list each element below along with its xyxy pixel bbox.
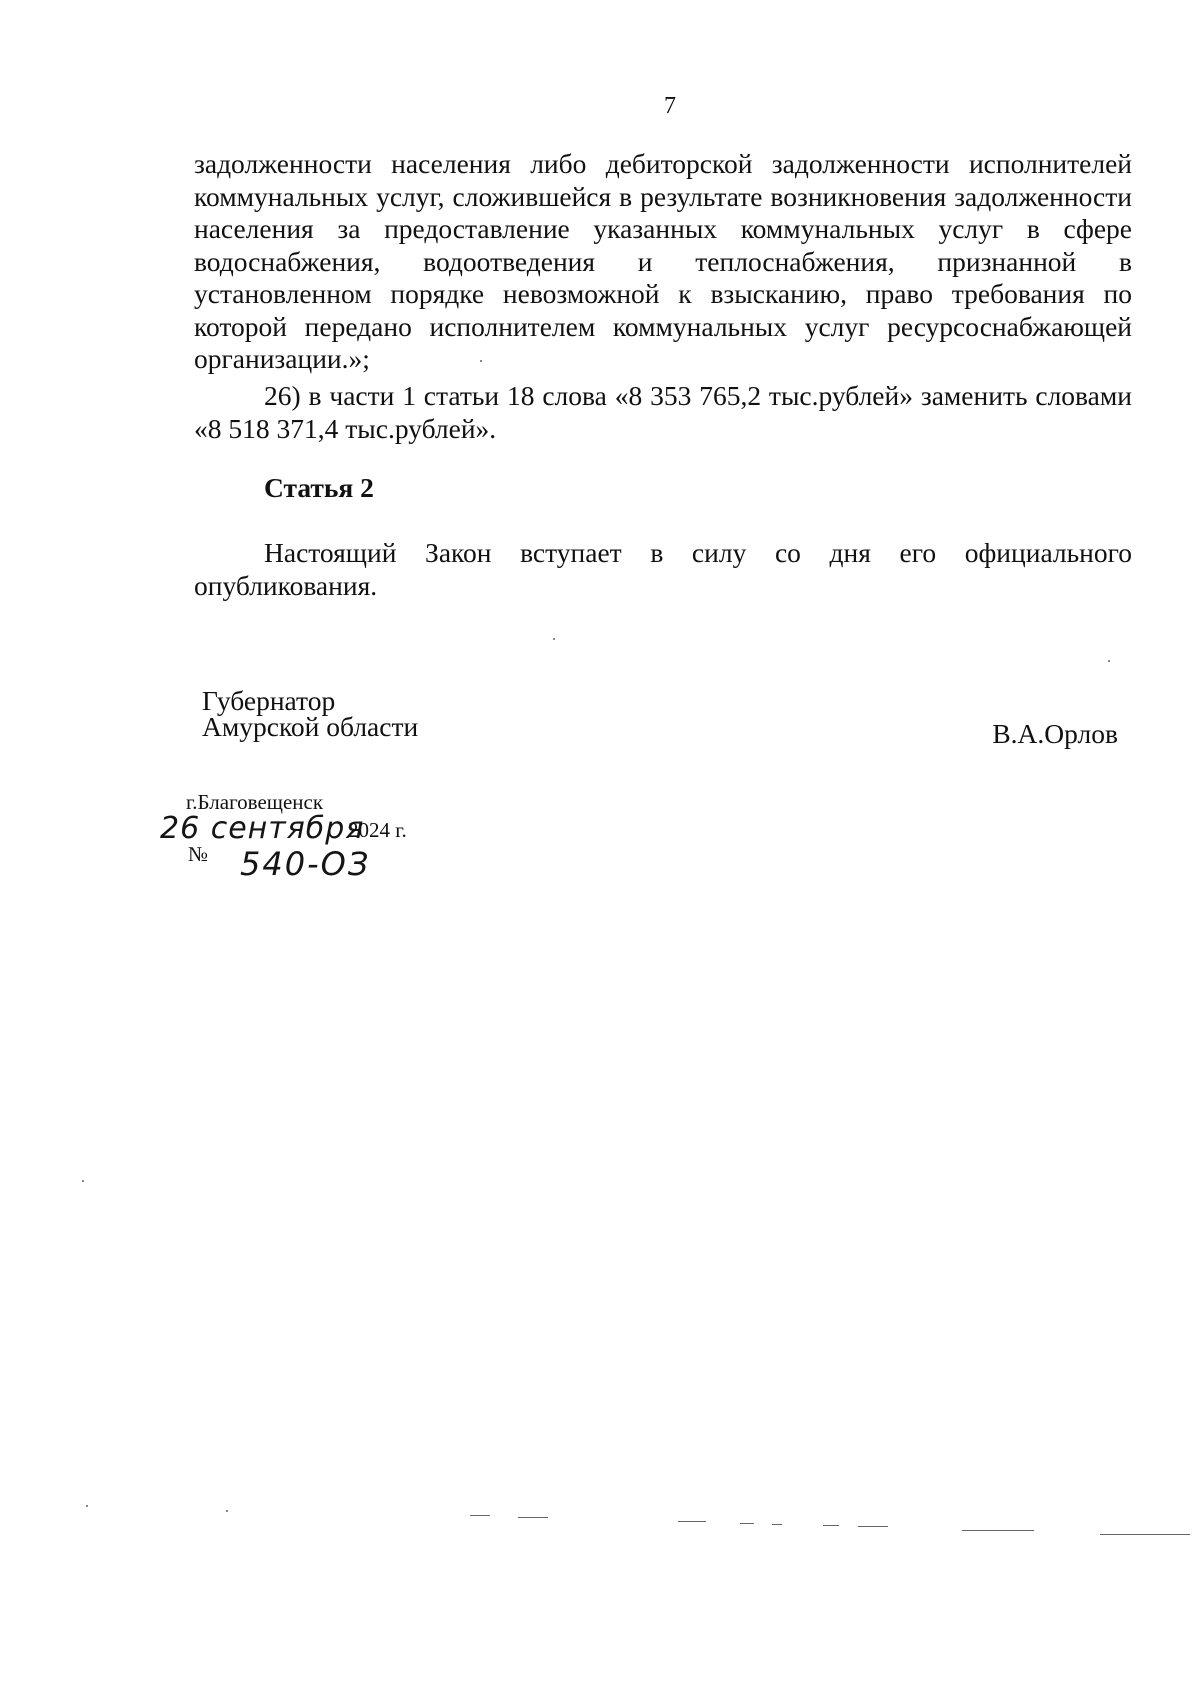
body-paragraph-entry-into-force — [194, 537, 1132, 602]
page-number: 7 — [664, 93, 676, 119]
scan-line — [470, 1515, 490, 1516]
paragraph-text: задолженности населения либо дебиторской задолженности исполнителей коммунальных услуг, сложившейся в результате возникновения задолженности населения за предоставление указанных коммунальных услуг в сфере водоснабжения, водоотведения и теплоснабжения, признанной в установленном порядке невозможной к взысканию, право требования по которой передано исполнителем коммунальных услуг ресурсоснабжающей организации.»; — [194, 148, 1132, 374]
signatory-position-line-2: Амурской области — [202, 711, 419, 742]
scan-speck — [480, 360, 482, 362]
handwritten-law-number: 540-ОЗ — [240, 845, 371, 883]
paragraph-text: 26) в части 1 статьи 18 слова «8 353 765,2 тыс.рублей» заменить словами «8 518 371,4 тыс.рублей». — [194, 380, 1132, 444]
scan-line — [740, 1523, 754, 1524]
scan-speck — [553, 638, 555, 640]
scan-line — [962, 1530, 1034, 1531]
signatory-name: В.А.Орлов — [992, 718, 1118, 749]
scan-line — [1100, 1534, 1190, 1535]
scan-speck — [86, 1505, 88, 1507]
signatory-position-line-1: Губернатор — [202, 685, 336, 716]
scan-speck — [82, 1180, 84, 1182]
scan-line — [858, 1526, 888, 1527]
body-paragraph-amendment-26 — [194, 380, 1132, 445]
signing-place: г.Благовещенск — [186, 790, 324, 814]
paragraph-text: Настоящий Закон вступает в силу со дня его официального опубликования. — [194, 537, 1132, 601]
date-year: 2024 г. — [348, 818, 407, 842]
handwritten-date: 26 сентября — [160, 811, 365, 846]
article-heading: Статья 2 — [264, 472, 374, 503]
scan-line — [518, 1517, 548, 1518]
signatory-position — [202, 685, 419, 742]
scan-line — [823, 1525, 839, 1526]
scan-speck — [226, 1510, 228, 1512]
scan-line — [772, 1524, 782, 1525]
scan-speck — [1108, 660, 1110, 662]
number-sign: № — [188, 842, 209, 866]
body-paragraph-continuation — [194, 148, 1132, 376]
scan-line — [678, 1521, 706, 1522]
